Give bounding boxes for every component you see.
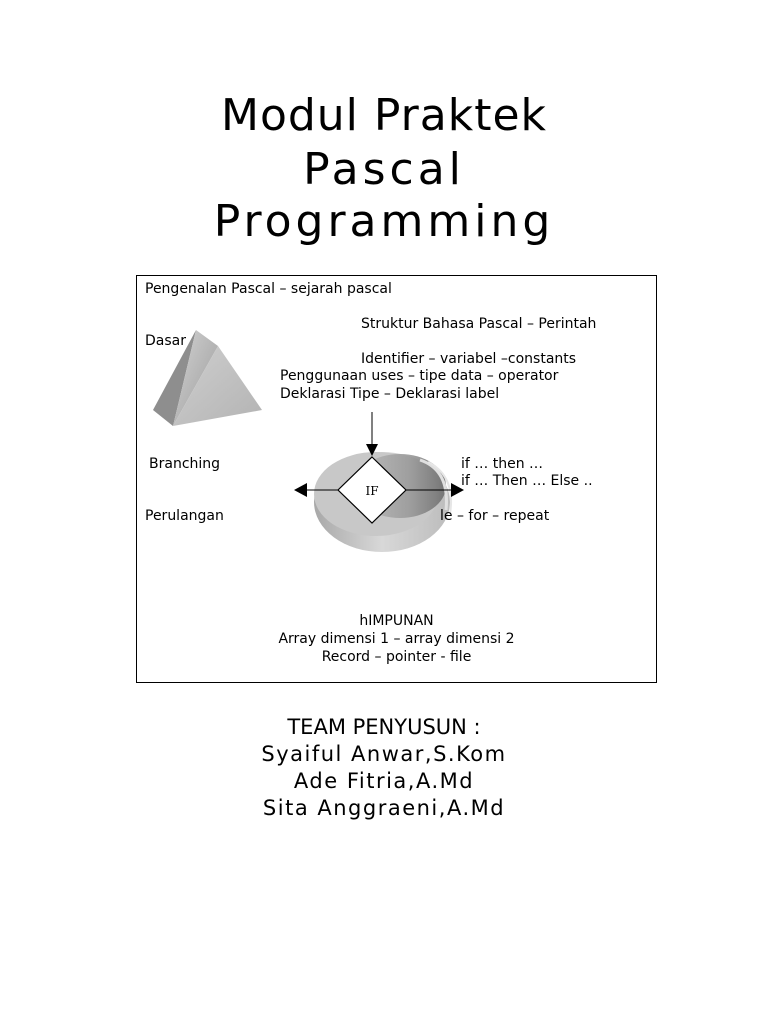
- text-deklarasi: Deklarasi Tipe – Deklarasi label: [280, 386, 500, 402]
- text-if-then: if … then …: [461, 456, 544, 472]
- text-struktur: Struktur Bahasa Pascal – Perintah: [361, 316, 597, 332]
- title-line-2: Pascal: [303, 144, 465, 195]
- text-if-then-else: if … Then … Else ..: [461, 473, 593, 489]
- text-branching: Branching: [149, 456, 221, 472]
- team-member: Syaiful Anwar,S.Kom: [261, 742, 507, 766]
- if-label: IF: [365, 484, 379, 498]
- text-perulangan: Perulangan: [145, 508, 224, 524]
- text-loop-types: le – for – repeat: [440, 508, 550, 524]
- text-array: Array dimensi 1 – array dimensi 2: [278, 631, 515, 647]
- title-line-1: Modul Praktek: [220, 90, 547, 141]
- down-arrow-icon: [366, 412, 378, 456]
- team-member: Ade Fitria,A.Md: [293, 769, 475, 793]
- team-member: Sita Anggraeni,A.Md: [262, 796, 506, 820]
- text-identifier: Identifier – variabel –constants: [361, 351, 577, 367]
- text-himpunan: hIMPUNAN: [359, 613, 434, 629]
- text-pengenalan: Pengenalan Pascal – sejarah pascal: [145, 281, 392, 297]
- title-line-3: Programming: [213, 196, 555, 247]
- text-penggunaan: Penggunaan uses – tipe data – operator: [280, 368, 559, 384]
- team-heading: TEAM PENYUSUN :: [287, 715, 481, 739]
- text-record: Record – pointer - file: [321, 649, 472, 665]
- text-dasar: Dasar: [145, 333, 186, 349]
